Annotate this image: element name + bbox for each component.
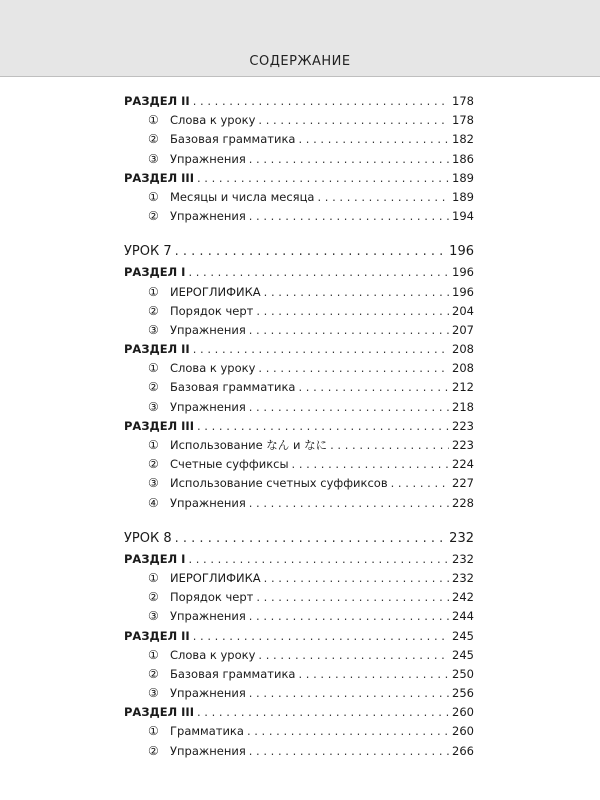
toc-page-number: 223 <box>452 418 474 433</box>
toc-lesson-row[interactable] <box>124 241 474 263</box>
dot-leader <box>175 528 447 550</box>
toc-section-label: РАЗДЕЛ I <box>124 551 186 566</box>
dot-leader <box>197 703 449 722</box>
toc-item-label: ИЕРОГЛИФИКА <box>170 284 261 299</box>
toc-item-row[interactable] <box>124 455 474 474</box>
dot-leader <box>258 359 449 378</box>
dot-leader <box>249 207 449 226</box>
toc-item-number: ① <box>148 284 159 299</box>
toc-item-number: ③ <box>148 151 159 166</box>
toc-page-number: 244 <box>452 609 474 624</box>
toc-page-number: 218 <box>452 399 474 414</box>
toc-page-number: 242 <box>452 590 474 605</box>
toc-page-number: 196 <box>452 265 474 280</box>
toc-item-row[interactable] <box>124 722 474 741</box>
toc-page-number: 208 <box>452 342 474 357</box>
toc-section-label: РАЗДЕЛ I <box>124 265 186 280</box>
dot-leader <box>249 607 449 626</box>
toc-section-label: РАЗДЕЛ II <box>124 342 190 357</box>
toc-item-number: ① <box>148 724 159 739</box>
toc-page-number: 250 <box>452 666 474 681</box>
toc-item-number: ① <box>148 438 159 452</box>
toc-page-number: 245 <box>452 628 474 643</box>
toc-item-number: ③ <box>148 476 159 491</box>
toc-item-label: Упражнения <box>170 399 246 414</box>
dot-leader <box>264 569 449 588</box>
toc-item-label: Использование なん и なに <box>170 438 328 452</box>
toc-item-label: Базовая грамматика <box>170 132 296 147</box>
toc-item-row[interactable] <box>124 607 474 626</box>
section-spacer <box>124 513 474 528</box>
toc-page-number: 232 <box>452 551 474 566</box>
dot-leader <box>188 550 449 569</box>
toc-item-label: Слова к уроку <box>170 647 256 662</box>
toc-page-number: 224 <box>452 457 474 472</box>
toc-page-number: 223 <box>452 438 474 452</box>
dot-leader <box>249 494 449 513</box>
toc-item-label: Грамматика <box>170 724 244 739</box>
toc-section-label: РАЗДЕЛ III <box>124 705 194 720</box>
toc-item-label: Упражнения <box>170 743 246 758</box>
toc-item-number: ② <box>148 209 159 224</box>
dot-leader <box>193 92 449 111</box>
dot-leader <box>258 111 449 130</box>
toc-item-number: ③ <box>148 322 159 337</box>
toc-item-row[interactable] <box>124 398 474 417</box>
toc-item-row[interactable] <box>124 494 474 513</box>
toc-item-label: Порядок черт <box>170 590 254 605</box>
toc-item-row[interactable] <box>124 646 474 665</box>
toc-page-number: 196 <box>452 284 474 299</box>
toc-item-row[interactable] <box>124 684 474 703</box>
toc-item-label: Базовая грамматика <box>170 666 296 681</box>
toc-item-number: ③ <box>148 399 159 414</box>
toc-page-number: 189 <box>452 189 474 204</box>
dot-leader <box>247 722 449 741</box>
toc-section-row[interactable] <box>124 92 474 111</box>
toc-item-label: ИЕРОГЛИФИКА <box>170 570 261 585</box>
dot-leader <box>256 588 449 607</box>
dot-leader <box>298 665 449 684</box>
toc-item-number: ② <box>148 743 159 758</box>
toc-section-row[interactable] <box>124 169 474 188</box>
toc-item-number: ③ <box>148 609 159 624</box>
toc-item-row[interactable] <box>124 321 474 340</box>
toc-item-row[interactable] <box>124 378 474 397</box>
toc-section-row[interactable] <box>124 340 474 359</box>
toc-item-row[interactable] <box>124 150 474 169</box>
toc-item-row[interactable] <box>124 359 474 378</box>
toc-item-number: ① <box>148 113 159 128</box>
dot-leader <box>193 340 449 359</box>
toc-item-row[interactable] <box>124 111 474 130</box>
toc-item-label: Упражнения <box>170 686 246 701</box>
dot-leader <box>330 436 449 455</box>
toc-section-row[interactable] <box>124 550 474 569</box>
toc-item-row[interactable] <box>124 742 474 761</box>
toc-item-number: ① <box>148 647 159 662</box>
toc-item-row[interactable] <box>124 302 474 321</box>
dot-leader <box>175 241 447 263</box>
toc-page-number: 260 <box>452 705 474 720</box>
dot-leader <box>292 455 450 474</box>
toc-page-number: 232 <box>449 530 474 546</box>
toc-item-row[interactable] <box>124 588 474 607</box>
toc-page-number: 227 <box>452 476 474 491</box>
dot-leader <box>264 283 449 302</box>
toc-item-number: ② <box>148 666 159 681</box>
toc-lesson-label: УРОК 8 <box>124 530 172 546</box>
toc-page-number: 194 <box>452 209 474 224</box>
toc-page-number: 182 <box>452 132 474 147</box>
toc-item-label: Упражнения <box>170 322 246 337</box>
toc-page-number: 228 <box>452 495 474 510</box>
toc-item-row[interactable] <box>124 188 474 207</box>
toc-item-label: Упражнения <box>170 609 246 624</box>
dot-leader <box>298 378 449 397</box>
toc-page-number: 196 <box>449 244 474 260</box>
toc-item-number: ② <box>148 590 159 605</box>
dot-leader <box>298 130 449 149</box>
toc-section-label: РАЗДЕЛ III <box>124 170 194 185</box>
toc-item-row[interactable] <box>124 130 474 149</box>
dot-leader <box>249 398 449 417</box>
dot-leader <box>249 684 449 703</box>
section-spacer <box>124 226 474 241</box>
dot-leader <box>256 302 449 321</box>
toc-page-number: 207 <box>452 322 474 337</box>
toc-item-label: Месяцы и числа месяца <box>170 189 315 204</box>
toc-page-number: 260 <box>452 724 474 739</box>
toc-page-number: 189 <box>452 170 474 185</box>
toc-page-number: 186 <box>452 151 474 166</box>
toc-section-label: РАЗДЕЛ II <box>124 94 190 108</box>
toc-item-row[interactable] <box>124 665 474 684</box>
toc-item-number: ② <box>148 457 159 472</box>
dot-leader <box>258 646 449 665</box>
toc-item-number: ④ <box>148 495 159 510</box>
toc-section-row[interactable] <box>124 627 474 646</box>
toc-page-number: 178 <box>452 94 474 108</box>
dot-leader <box>317 188 449 207</box>
toc-item-number: ② <box>148 132 159 147</box>
dot-leader <box>249 150 449 169</box>
toc-item-row[interactable] <box>124 569 474 588</box>
toc-section-row[interactable] <box>124 703 474 722</box>
toc-page-number: 245 <box>452 647 474 662</box>
toc-page-number: 256 <box>452 686 474 701</box>
toc-item-label: Упражнения <box>170 495 246 510</box>
dot-leader <box>197 417 449 436</box>
toc-item-label: Слова к уроку <box>170 361 256 376</box>
toc-section-row[interactable] <box>124 417 474 436</box>
toc-item-number: ① <box>148 189 159 204</box>
toc-item-row[interactable] <box>124 207 474 226</box>
toc-section-label: РАЗДЕЛ III <box>124 418 194 433</box>
toc-page-number: 204 <box>452 303 474 318</box>
toc-item-number: ① <box>148 361 159 376</box>
table-of-contents <box>124 92 474 761</box>
toc-lesson-row[interactable] <box>124 528 474 550</box>
toc-page-number: 232 <box>452 570 474 585</box>
toc-item-row[interactable] <box>124 474 474 493</box>
toc-item-label: Использование счетных суффиксов <box>170 476 388 491</box>
toc-item-label: Базовая грамматика <box>170 380 296 395</box>
toc-page-number: 178 <box>452 113 474 128</box>
toc-item-label: Упражнения <box>170 151 246 166</box>
toc-page-number: 208 <box>452 361 474 376</box>
page-header <box>0 0 600 77</box>
dot-leader <box>249 321 449 340</box>
toc-item-row[interactable] <box>124 436 474 455</box>
toc-item-label: Упражнения <box>170 209 246 224</box>
dot-leader <box>391 474 449 493</box>
toc-item-number: ① <box>148 570 159 585</box>
toc-page-number: 266 <box>452 743 474 758</box>
dot-leader <box>197 169 449 188</box>
toc-item-number: ② <box>148 303 159 318</box>
toc-item-label: Порядок черт <box>170 303 254 318</box>
page-title: СОДЕРЖАНИЕ <box>249 54 351 69</box>
dot-leader <box>249 742 449 761</box>
toc-item-number: ③ <box>148 686 159 701</box>
toc-item-row[interactable] <box>124 283 474 302</box>
toc-page-number: 212 <box>452 380 474 395</box>
dot-leader <box>193 627 449 646</box>
toc-item-label: Слова к уроку <box>170 113 256 128</box>
toc-section-row[interactable] <box>124 263 474 282</box>
toc-lesson-label: УРОК 7 <box>124 244 172 260</box>
toc-section-label: РАЗДЕЛ II <box>124 628 190 643</box>
toc-item-number: ② <box>148 380 159 395</box>
toc-item-label: Счетные суффиксы <box>170 457 289 472</box>
dot-leader <box>188 263 449 282</box>
